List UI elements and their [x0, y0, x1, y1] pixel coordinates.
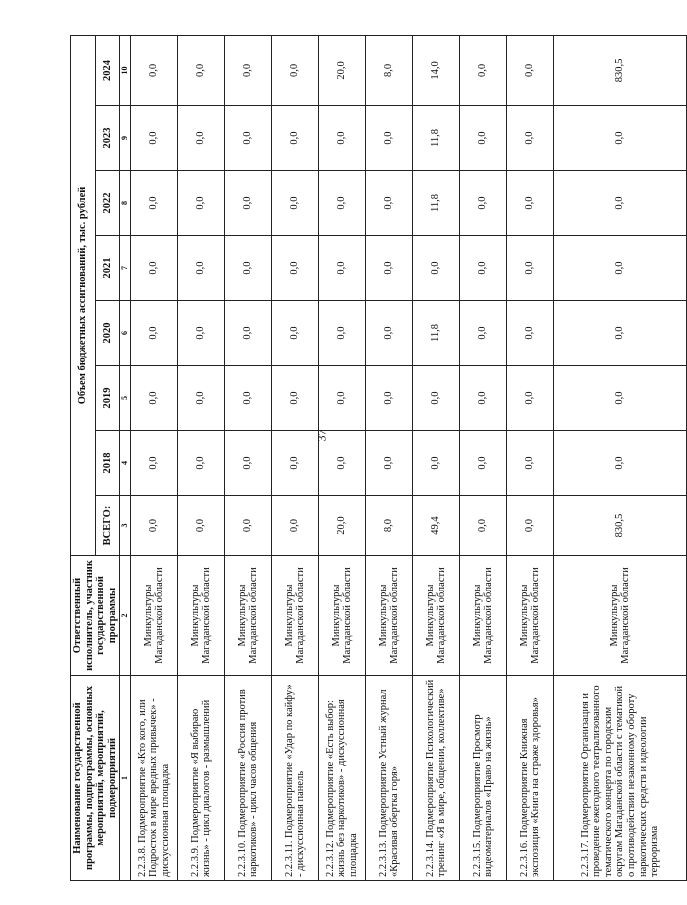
row-name-cell: 2.2.3.13. Подмероприятие Устный журнал «Красивая обертка горя»	[366, 676, 413, 881]
row-year-cell: 0,0	[225, 35, 272, 105]
row-year-cell: 0,0	[366, 431, 413, 496]
row-year-cell: 0,0	[131, 301, 178, 366]
header-year: 2024	[95, 35, 120, 105]
row-year-cell: 0,0	[507, 301, 554, 366]
row-executor-cell: Минкультуры Магаданской области	[272, 556, 319, 676]
row-year-cell: 0,0	[225, 431, 272, 496]
row-year-cell: 0,0	[178, 366, 225, 431]
page-number: 37	[314, 429, 329, 442]
row-name-cell: 2.2.3.11. Подмероприятие «Удар по кайфу» - дискуссионная панель	[272, 676, 319, 881]
row-year-cell: 14,0	[413, 35, 460, 105]
index-cell: 9	[120, 106, 131, 171]
row-year-cell: 11,8	[413, 106, 460, 171]
header-year: 2021	[95, 236, 120, 301]
row-year-cell: 0,0	[272, 106, 319, 171]
row-year-cell: 8,0	[366, 35, 413, 105]
header-executor: Ответственный исполнитель, участник государственной программы	[71, 556, 120, 676]
header-budget: Объем бюджетных ассигнований, тыс. рублей	[71, 35, 96, 555]
table-row	[272, 35, 319, 880]
index-cell: 1	[120, 676, 131, 881]
row-year-cell: 11,8	[413, 301, 460, 366]
table-row	[554, 35, 687, 880]
row-year-cell: 0,0	[225, 301, 272, 366]
row-year-cell: 0,0	[272, 431, 319, 496]
row-total-cell: 0,0	[460, 496, 507, 556]
row-year-cell: 0,0	[225, 106, 272, 171]
row-year-cell: 0,0	[460, 301, 507, 366]
row-year-cell: 0,0	[131, 171, 178, 236]
row-name-cell: 2.2.3.10. Подмероприятие «Россия против наркотиков» - цикл часов общения	[225, 676, 272, 881]
row-year-cell: 0,0	[554, 431, 687, 496]
row-year-cell: 0,0	[319, 171, 366, 236]
row-year-cell: 11,8	[413, 171, 460, 236]
index-cell: 5	[120, 366, 131, 431]
row-year-cell: 0,0	[460, 366, 507, 431]
row-total-cell: 0,0	[507, 496, 554, 556]
row-year-cell: 0,0	[507, 171, 554, 236]
row-year-cell: 0,0	[507, 431, 554, 496]
row-year-cell: 0,0	[319, 301, 366, 366]
index-cell: 2	[120, 556, 131, 676]
header-year: 2019	[95, 366, 120, 431]
row-year-cell: 0,0	[131, 366, 178, 431]
index-cell: 10	[120, 35, 131, 105]
row-year-cell: 0,0	[178, 171, 225, 236]
row-executor-cell: Минкультуры Магаданской области	[225, 556, 272, 676]
row-executor-cell: Минкультуры Магаданской области	[554, 556, 687, 676]
header-year: 2020	[95, 301, 120, 366]
row-name-cell: 2.2.3.16. Подмероприятие Книжная экспозиция «Книга на страже здоровья»	[507, 676, 554, 881]
row-year-cell: 0,0	[272, 171, 319, 236]
table-row	[460, 35, 507, 880]
row-year-cell: 0,0	[225, 236, 272, 301]
row-year-cell: 0,0	[460, 171, 507, 236]
header-year: 2022	[95, 171, 120, 236]
row-year-cell: 0,0	[366, 171, 413, 236]
row-executor-cell: Минкультуры Магаданской области	[460, 556, 507, 676]
header-year: 2018	[95, 431, 120, 496]
table-region	[70, 36, 661, 881]
row-year-cell: 0,0	[460, 236, 507, 301]
index-cell: 3	[120, 496, 131, 556]
row-year-cell: 0,0	[178, 301, 225, 366]
row-year-cell: 0,0	[554, 106, 687, 171]
row-name-cell: 2.2.3.12. Подмероприятие «Есть выбор: жизнь без наркотиков» - дискуссионная площадка	[319, 676, 366, 881]
row-executor-cell: Минкультуры Магаданской области	[131, 556, 178, 676]
row-year-cell: 0,0	[178, 106, 225, 171]
header-year: 2023	[95, 106, 120, 171]
row-year-cell: 0,0	[319, 236, 366, 301]
row-total-cell: 0,0	[225, 496, 272, 556]
row-year-cell: 0,0	[366, 301, 413, 366]
row-year-cell: 0,0	[131, 106, 178, 171]
index-cell: 7	[120, 236, 131, 301]
row-year-cell: 0,0	[413, 236, 460, 301]
table-row	[413, 35, 460, 880]
row-year-cell: 0,0	[554, 236, 687, 301]
table-row	[178, 35, 225, 880]
row-year-cell: 0,0	[319, 366, 366, 431]
row-total-cell: 0,0	[131, 496, 178, 556]
table-row	[319, 35, 366, 880]
row-total-cell: 20,0	[319, 496, 366, 556]
row-year-cell: 0,0	[272, 301, 319, 366]
row-year-cell: 0,0	[178, 35, 225, 105]
row-year-cell: 0,0	[366, 366, 413, 431]
table-body	[131, 35, 687, 880]
row-year-cell: 0,0	[225, 366, 272, 431]
index-cell: 4	[120, 431, 131, 496]
row-executor-cell: Минкультуры Магаданской области	[178, 556, 225, 676]
row-year-cell: 0,0	[413, 431, 460, 496]
row-total-cell: 0,0	[178, 496, 225, 556]
budget-table	[70, 35, 687, 881]
row-year-cell: 0,0	[507, 236, 554, 301]
table-row	[225, 35, 272, 880]
row-year-cell: 0,0	[131, 35, 178, 105]
table-row	[366, 35, 413, 880]
row-year-cell: 0,0	[319, 106, 366, 171]
row-year-cell: 0,0	[460, 106, 507, 171]
header-total: ВСЕГО:	[95, 496, 120, 556]
row-year-cell: 0,0	[131, 431, 178, 496]
row-year-cell: 0,0	[131, 236, 178, 301]
row-total-cell: 0,0	[272, 496, 319, 556]
row-year-cell: 0,0	[554, 301, 687, 366]
table-row	[507, 35, 554, 880]
row-year-cell: 0,0	[178, 236, 225, 301]
row-total-cell: 830,5	[554, 496, 687, 556]
row-executor-cell: Минкультуры Магаданской области	[319, 556, 366, 676]
index-cell: 8	[120, 171, 131, 236]
row-name-cell: 2.2.3.14. Подмероприятие Психологический тренинг «Я в мире, общении, коллективе»	[413, 676, 460, 881]
row-year-cell: 0,0	[507, 35, 554, 105]
row-name-cell: 2.2.3.9. Подмероприятие «Я выбираю жизнь» - цикл диалогов - размышлений	[178, 676, 225, 881]
row-year-cell: 830,5	[554, 35, 687, 105]
row-name-cell: 2.2.3.8. Подмероприятие «Кто кого, или Подросток в мире вредных привычек» - дискуссионная площадка	[131, 676, 178, 881]
row-year-cell: 0,0	[366, 106, 413, 171]
row-year-cell: 0,0	[272, 366, 319, 431]
row-year-cell: 0,0	[413, 366, 460, 431]
row-year-cell: 0,0	[272, 236, 319, 301]
row-year-cell: 0,0	[272, 35, 319, 105]
row-year-cell: 0,0	[507, 106, 554, 171]
row-name-cell: 2.2.3.15. Подмероприятие Просмотр видеоматериалов «Право на жизнь»	[460, 676, 507, 881]
row-year-cell: 0,0	[225, 171, 272, 236]
row-year-cell: 0,0	[507, 366, 554, 431]
row-year-cell: 0,0	[554, 171, 687, 236]
row-year-cell: 20,0	[319, 35, 366, 105]
row-total-cell: 49,4	[413, 496, 460, 556]
row-year-cell: 0,0	[460, 431, 507, 496]
row-executor-cell: Минкультуры Магаданской области	[507, 556, 554, 676]
row-year-cell: 0,0	[178, 431, 225, 496]
row-year-cell: 0,0	[460, 35, 507, 105]
index-cell: 6	[120, 301, 131, 366]
row-executor-cell: Минкультуры Магаданской области	[366, 556, 413, 676]
row-year-cell: 0,0	[319, 431, 366, 496]
row-year-cell: 0,0	[366, 236, 413, 301]
table-row	[131, 35, 178, 880]
row-executor-cell: Минкультуры Магаданской области	[413, 556, 460, 676]
row-year-cell: 0,0	[554, 366, 687, 431]
row-total-cell: 8,0	[366, 496, 413, 556]
header-name: Наименование государственной программы, подпрограммы, основных мероприятий, мероприятий, подмероприятий	[71, 676, 120, 881]
row-name-cell: 2.2.3.17. Подмероприятие Организация и проведение ежегодного театрализованного тематического концерта по городским округам Магаданской области с тематикой о противодействии незаконному обороту наркотических средств и идеологии терроризма	[554, 676, 687, 881]
